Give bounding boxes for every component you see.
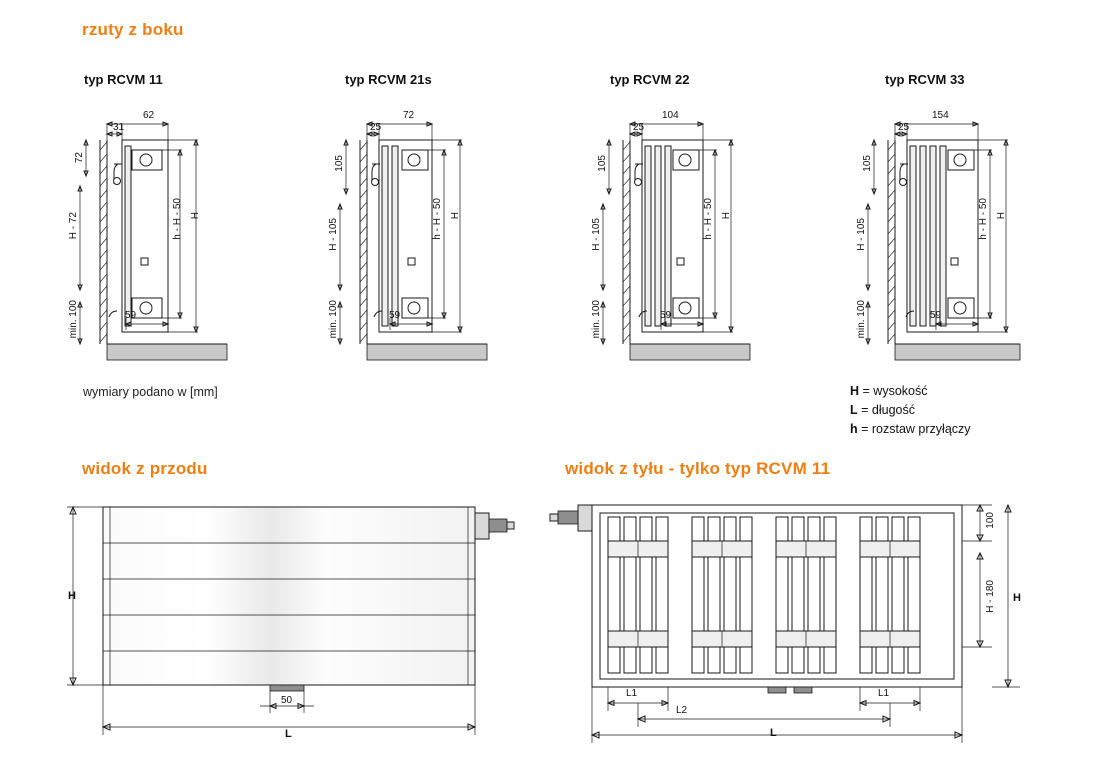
front-view-title: widok z przodu: [82, 459, 208, 478]
legend-symbol-H: H: [850, 384, 860, 398]
rear-dim-L: L: [770, 727, 777, 739]
dim-hH50: h - H - 50: [703, 198, 714, 240]
dim-105: 105: [334, 155, 345, 172]
side-view-1-label: typ RCVM 11: [84, 72, 163, 87]
dim-hH50: h - H - 50: [432, 198, 443, 240]
dim-105: 105: [862, 155, 873, 172]
dim-62: 62: [143, 110, 155, 121]
side-view-4-drawing: [850, 106, 1060, 371]
rear-dim-L1-right: L1: [878, 688, 890, 699]
dim-h-105: H - 105: [856, 218, 867, 251]
dim-105: 105: [597, 155, 608, 172]
legend-symbol-h: h: [850, 422, 858, 436]
front-view-drawing: [55, 495, 535, 745]
rear-dim-L1-left: L1: [626, 688, 638, 699]
side-view-3-label: typ RCVM 22: [610, 72, 690, 87]
rear-dim-L2: L2: [676, 705, 688, 716]
dim-154: 154: [932, 110, 949, 121]
dim-59: 59: [930, 310, 942, 321]
dim-31: 31: [113, 122, 125, 133]
rear-view-title: widok z tyłu - tylko typ RCVM 11: [565, 459, 831, 478]
dim-25: 25: [898, 122, 910, 133]
rear-view-drawing: [540, 495, 1050, 745]
dim-59: 59: [660, 310, 672, 321]
dim-h-72: H - 72: [68, 212, 79, 240]
dim-min100: min. 100: [328, 300, 339, 339]
dim-H: H: [721, 212, 732, 220]
side-view-2-drawing: [322, 106, 522, 371]
dim-25: 25: [633, 122, 645, 133]
dim-72: 72: [403, 110, 415, 121]
legend: [850, 384, 971, 436]
dim-h-105: H - 105: [328, 218, 339, 251]
legend-text-H: = wysokość: [862, 384, 928, 398]
dim-25: 25: [370, 122, 382, 133]
dim-59: 59: [125, 310, 137, 321]
dim-min100: min. 100: [856, 300, 867, 339]
dim-H: H: [450, 212, 461, 220]
legend-symbol-L: L: [850, 403, 858, 417]
dim-min100: min. 100: [591, 300, 602, 339]
dim-hH50: h - H - 50: [172, 198, 183, 240]
dim-hH50: h - H - 50: [978, 198, 989, 240]
dim-72: 72: [74, 152, 85, 164]
rear-dim-H: H: [1013, 592, 1021, 604]
front-dim-L: L: [285, 728, 292, 740]
dim-h-105: H - 105: [591, 218, 602, 251]
dim-59: 59: [389, 310, 401, 321]
units-note: wymiary podano w [mm]: [83, 385, 218, 399]
side-view-1-drawing: [62, 106, 262, 371]
dim-H: H: [996, 212, 1007, 220]
side-view-4-label: typ RCVM 33: [885, 72, 965, 87]
front-dim-H: H: [68, 590, 76, 602]
rear-dim-100: 100: [985, 512, 996, 529]
side-views-title: rzuty z boku: [82, 20, 184, 39]
dim-H: H: [190, 212, 201, 220]
legend-text-L: = długość: [861, 403, 915, 417]
dim-104: 104: [662, 110, 679, 121]
side-view-3-drawing: [585, 106, 785, 371]
rear-dim-h180: H - 180: [985, 580, 996, 613]
legend-text-h: = rozstaw przyłączy: [861, 422, 971, 436]
front-dim-50: 50: [281, 695, 293, 706]
side-view-2-label: typ RCVM 21s: [345, 72, 432, 87]
dim-min100: min. 100: [68, 300, 79, 339]
